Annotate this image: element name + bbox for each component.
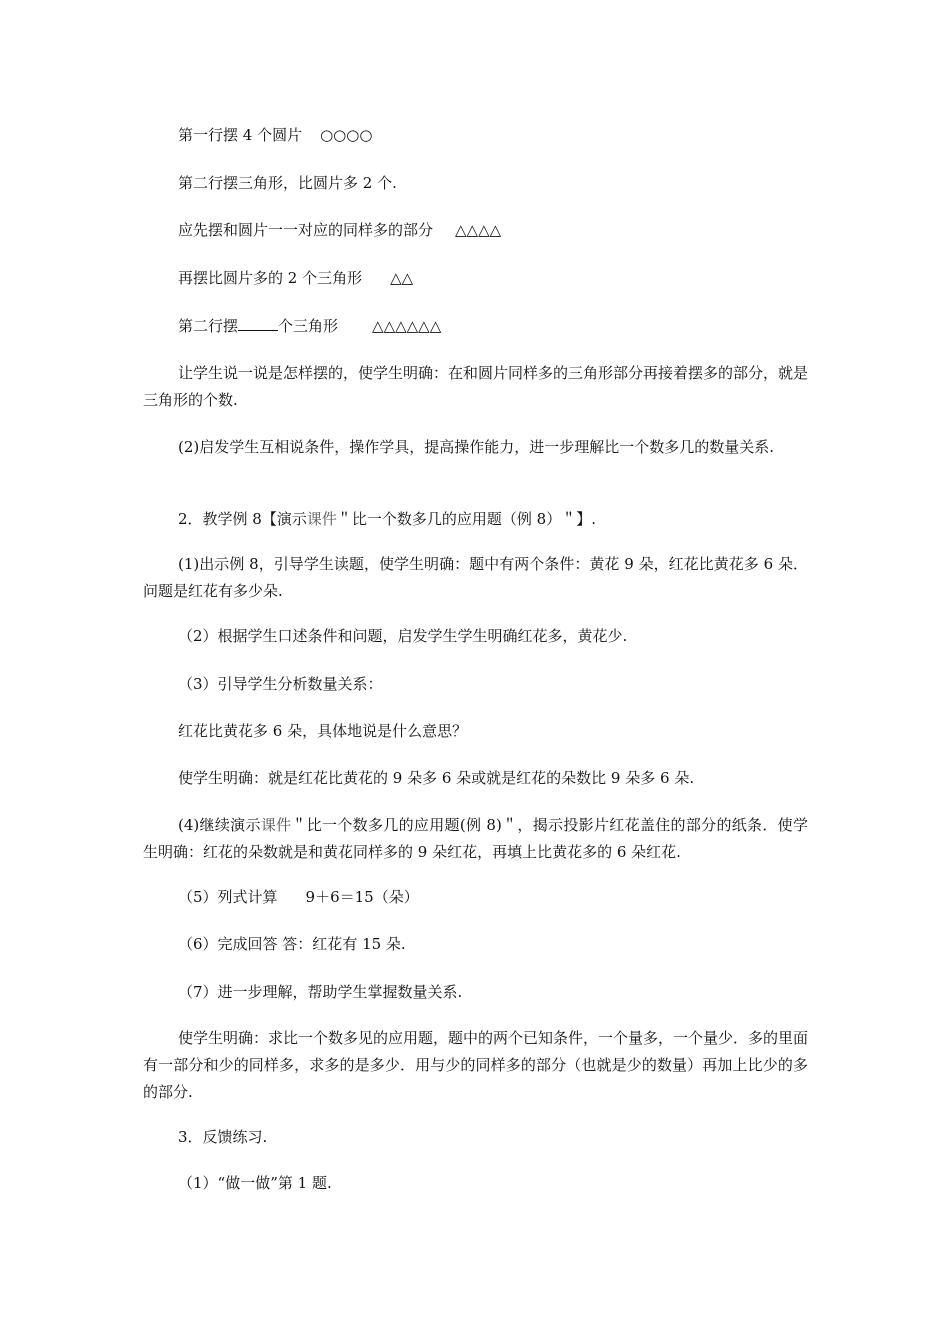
step-4-post: ＂比一个数多几的应用题(例 8)＂，揭示投影片红花盖住的部分的纸条．使学生明确：红花的朵数就是和黄花同样多的 9 朵红花，再填上比黄花多的 6 朵红花.	[143, 816, 808, 861]
paragraph-question: 红花比黄花多 6 朵，具体地说是什么意思？	[178, 722, 468, 740]
courseware-link[interactable]: 课件	[306, 510, 337, 528]
section-heading-practice: 3．反馈练习.	[178, 1128, 268, 1146]
line-blank-pre: 第二行摆	[178, 317, 239, 335]
paragraph-clarify: 使学生明确：就是红花比黄花的 9 朵多 6 朵或就是红花的朵数比 9 朵多 6 朵.	[178, 769, 695, 787]
paragraph-exercise-1: （1）“做一做”第 1 题.	[178, 1174, 332, 1192]
line-circles	[143, 122, 808, 149]
paragraph-step-2: (2)启发学生互相说条件，操作学具，提高操作能力，进一步理解比一个数多几的数量关系.	[178, 438, 775, 456]
paragraph-summary: 使学生明确：求比一个数多见的应用题，题中的两个已知条件，一个量多，一个量少．多的里面有一部分和少的同样多，求多的是多少．用与少的同样多的部分（也就是少的数量）再加上比少的多的部分.	[143, 1029, 809, 1101]
courseware-link-2[interactable]: 课件	[260, 816, 292, 834]
triangles-two: △△	[390, 269, 414, 287]
line-blank-post: 个三角形	[278, 317, 339, 335]
paragraph-step-4	[143, 812, 808, 866]
line-same-part-text: 应先摆和圆片一一对应的同样多的部分	[178, 221, 434, 239]
triangles-four: △△△△	[455, 221, 502, 239]
paragraph-step-6: （6）完成回答 答：红花有 15 朵.	[178, 935, 406, 953]
line-circles-text: 第一行摆 4 个圆片	[178, 126, 303, 144]
step-5-text: （5）列式计算	[178, 888, 278, 906]
line-blank	[143, 313, 808, 340]
heading-post: ＂比一个数多几的应用题（例 8）＂】.	[336, 510, 596, 528]
line-same-part	[143, 217, 808, 244]
paragraph-step-7: （7）进一步理解，帮助学生掌握数量关系.	[178, 983, 463, 1001]
triangles-six: △△△△△△	[372, 317, 442, 335]
section-heading-example-8	[143, 506, 808, 533]
line-extra-part	[143, 265, 808, 292]
paragraph-step-5	[143, 884, 808, 911]
step-4-pre: (4)继续演示	[178, 816, 261, 834]
line-triangles-intro: 第二行摆三角形，比圆片多 2 个.	[178, 174, 397, 192]
paragraph-step-3: （3）引导学生分析数量关系：	[178, 675, 383, 693]
paragraph-step-2b: （2）根据学生口述条件和问题，启发学生学生明确红花多，黄花少.	[178, 627, 628, 645]
paragraph-student-explain: 让学生说一说是怎样摆的，使学生明确：在和圆片同样多的三角形部分再接着摆多的部分，就是三角形的个数.	[143, 364, 809, 409]
paragraph-example-intro: (1)出示例 8，引导学生读题，使学生明确：题中有两个条件：黄花 9 朵，红花比黄花多 6 朵．问题是红花有多少朵.	[143, 555, 808, 600]
formula: 9＋6＝15（朵）	[305, 888, 419, 906]
heading-pre: 2．教学例 8【演示	[178, 510, 307, 528]
circles-shapes: ○○○○	[320, 126, 373, 144]
line-extra-part-text: 再摆比圆片多的 2 个三角形	[178, 269, 363, 287]
fill-blank	[238, 314, 278, 331]
